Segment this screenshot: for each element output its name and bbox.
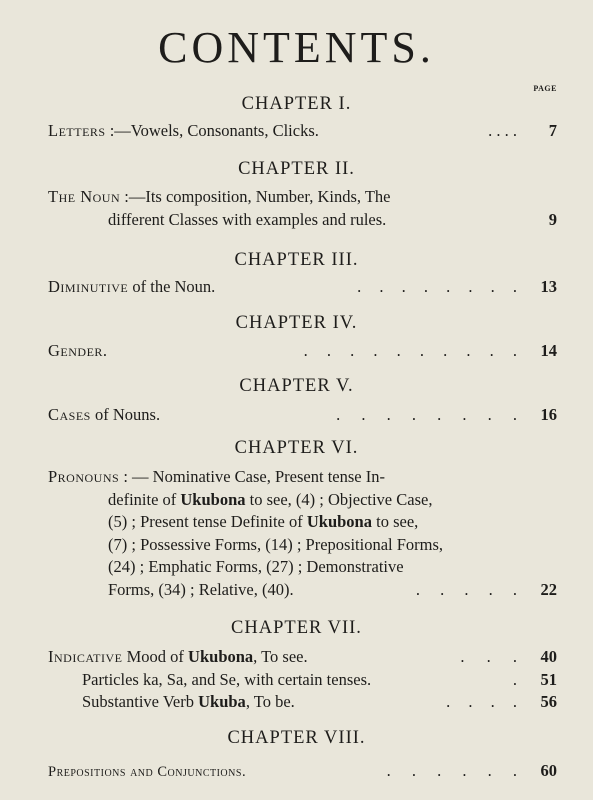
toc-entry[interactable]	[48, 340, 557, 363]
toc-subentry[interactable]	[48, 691, 557, 714]
entry-text: Forms, (34) ; Relative, (40).	[108, 579, 294, 599]
entry-text: Particles ka, Sa, and Se, with certain tenses.	[82, 669, 372, 689]
chapter-heading: CHAPTER I.	[241, 94, 352, 114]
entry-label: The Noun	[48, 187, 121, 206]
entry-label: Indicative	[48, 647, 123, 666]
entry-text: , To be.	[245, 692, 295, 712]
entry-label: Pronouns	[48, 467, 120, 486]
page-number: 56	[540, 692, 557, 712]
entry-text: :—Vowels, Consonants, Clicks.	[109, 121, 319, 140]
entry-label: Diminutive	[48, 277, 129, 296]
toc-entry[interactable]	[48, 276, 557, 299]
leader-dots: . . . .	[446, 692, 517, 712]
chapter-heading: CHAPTER II.	[238, 159, 355, 179]
toc-entry[interactable]	[48, 760, 557, 783]
toc-subentry[interactable]	[48, 669, 557, 692]
page-number: 14	[540, 341, 557, 360]
entry-label: Letters	[48, 121, 106, 140]
entry-text: (24) ; Emphatic Forms, (27) ; Demonstrative	[108, 557, 404, 577]
chapter-heading: CHAPTER V.	[239, 376, 354, 396]
entry-text: to see, (4) ; Objective Case,	[245, 489, 433, 509]
page-number: 16	[540, 405, 557, 424]
entry-label: Cases	[48, 405, 91, 424]
entry-text: (7) ; Possessive Forms, (14) ; Prepositional Forms,	[108, 534, 444, 554]
entry-label: Gender.	[48, 341, 108, 360]
entry-text: different Classes with examples and rules.	[108, 209, 387, 229]
leader-dots: . . . . . . . .	[336, 405, 517, 424]
chapter-heading: CHAPTER VI.	[234, 438, 359, 458]
chapter-heading: CHAPTER IV.	[235, 313, 358, 333]
entry-text: definite of	[108, 489, 181, 509]
leader-dots: . . . . .	[415, 579, 517, 599]
leader-dots: . . . . . .	[386, 761, 517, 780]
entry-verb: Ukuba	[198, 692, 246, 712]
leader-dots: . . .	[460, 647, 517, 666]
entry-text: Substantive Verb	[82, 692, 199, 712]
toc-entry[interactable]	[48, 466, 557, 602]
page-column-header: PAGE	[533, 84, 557, 93]
leader-dots: . . . . . . . .	[357, 277, 517, 296]
page-title: CONTENTS.	[158, 23, 435, 72]
entry-verb: Ukubona	[180, 489, 246, 509]
leader-dots: .	[512, 669, 517, 689]
chapter-heading: CHAPTER VII.	[231, 618, 362, 638]
entry-text: of the Noun.	[132, 277, 216, 296]
toc-entry[interactable]	[48, 646, 557, 714]
page-number: 9	[548, 209, 557, 229]
page-number: 13	[540, 277, 557, 296]
leader-dots: . . . . . . . . . .	[303, 341, 517, 360]
entry-text: , To see.	[253, 647, 308, 666]
entry-label: Prepositions and Conjunctions.	[48, 764, 247, 780]
entry-text: (5) ; Present tense Definite of	[108, 512, 307, 532]
entry-text: :—Its composition, Number, Kinds, The	[124, 187, 391, 206]
entry-verb: Ukubona	[306, 512, 372, 532]
page-number: 51	[540, 669, 557, 689]
chapter-heading: CHAPTER III.	[234, 250, 359, 270]
entry-text: : — Nominative Case, Present tense In-	[123, 467, 385, 486]
page-number: 40	[540, 647, 557, 666]
toc-entry[interactable]	[48, 120, 557, 143]
entry-text: of Nouns.	[94, 405, 161, 424]
toc-entry[interactable]	[48, 186, 557, 231]
entry-verb: Ukubona	[188, 647, 254, 666]
entry-text: to see,	[371, 512, 419, 532]
page-number: 7	[548, 121, 557, 140]
entry-text: Mood of	[126, 647, 189, 666]
page-number: 22	[540, 579, 557, 599]
chapter-heading: CHAPTER VIII.	[227, 728, 366, 748]
page-number: 60	[540, 761, 557, 780]
leader-dots: . . . .	[488, 121, 517, 140]
toc-entry[interactable]	[48, 404, 557, 427]
